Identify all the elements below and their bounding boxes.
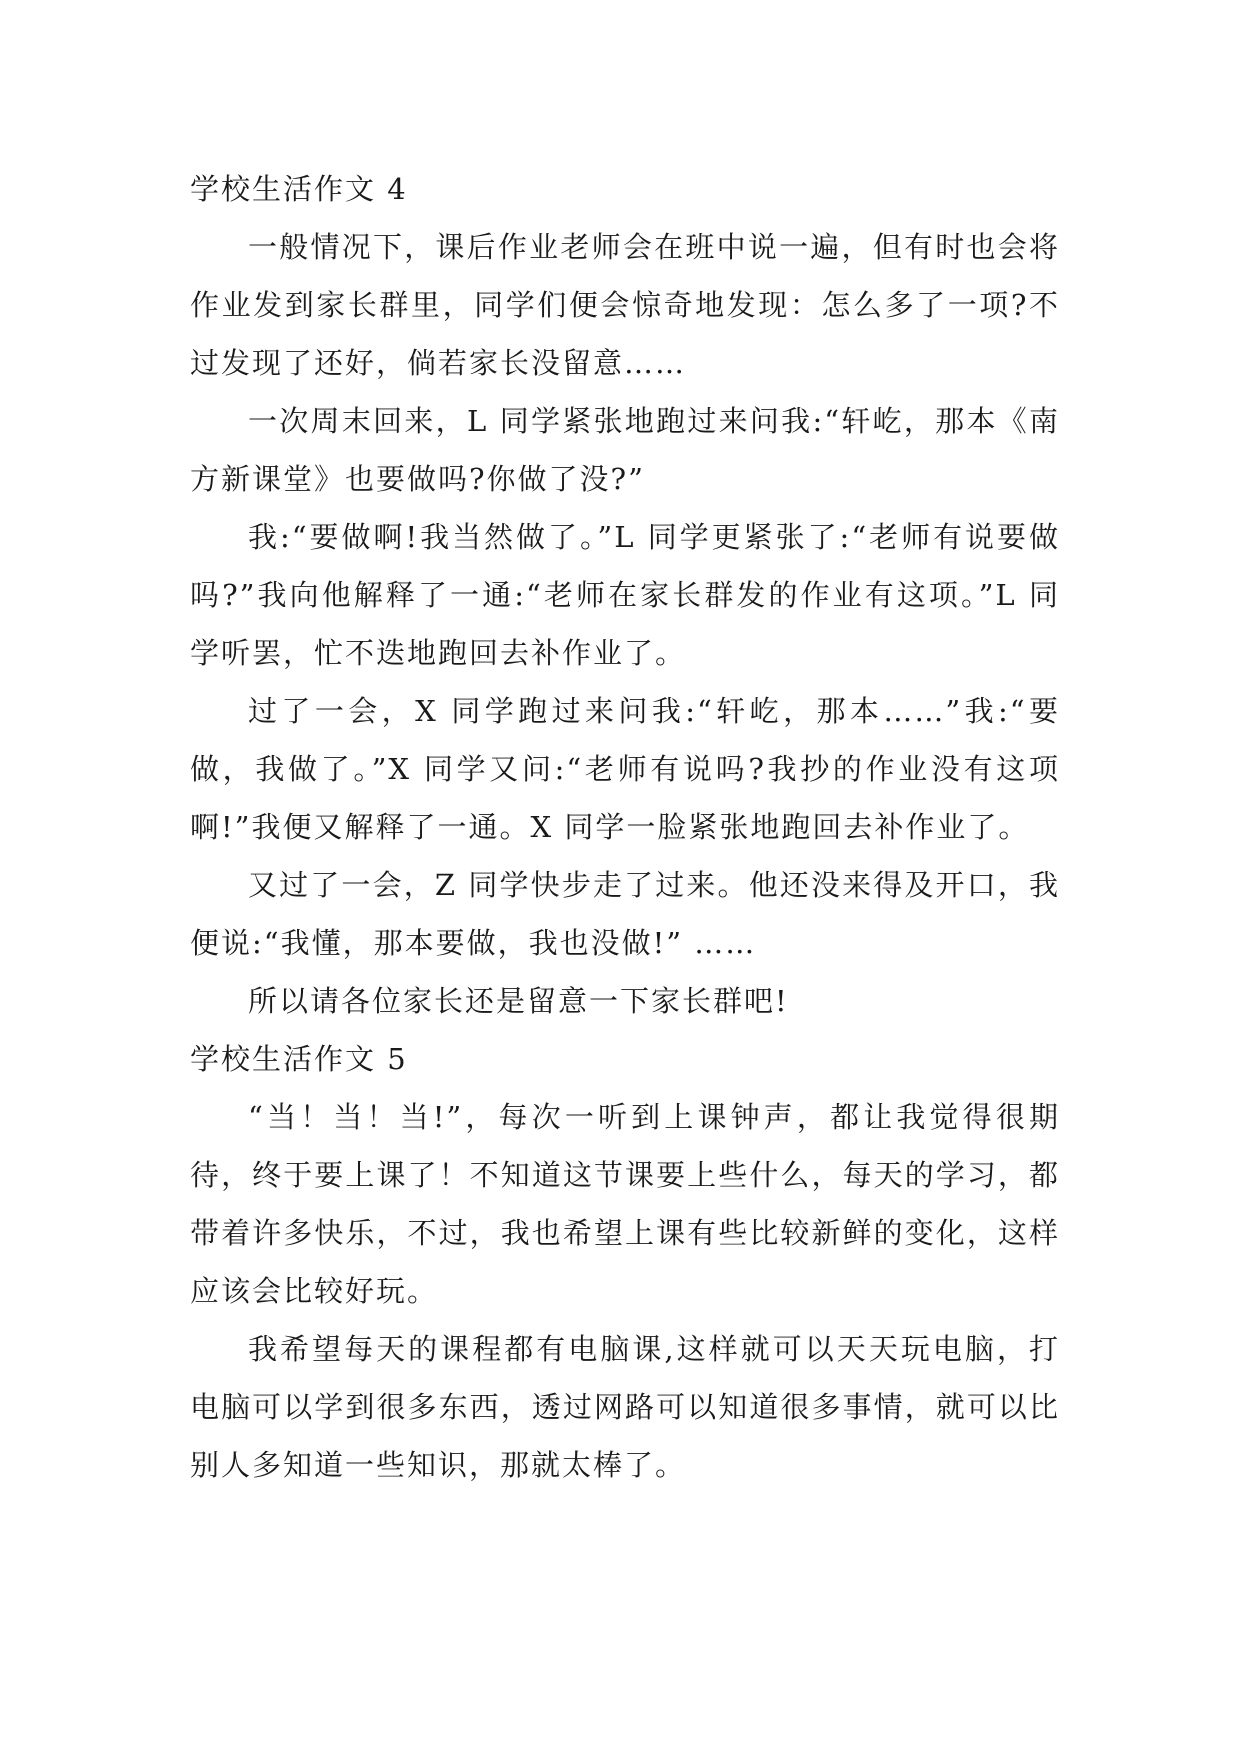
paragraph: 我:“要做啊!我当然做了。”L 同学更紧张了:“老师有说要做吗?”我向他解释了一通:“老师在家长群发的作业有这项。”L 同学听罢，忙不迭地跑回去补作业了。 <box>190 520 1060 670</box>
paragraph: 所以请各位家长还是留意一下家长群吧! <box>248 984 789 1018</box>
document-body <box>190 160 1060 1494</box>
paragraph: 又过了一会，Z 同学快步走了过来。他还没来得及开口，我便说:“我懂，那本要做，我也没做!” …… <box>190 868 1060 960</box>
section-title: 学校生活作文 4 <box>190 172 408 206</box>
section-title: 学校生活作文 5 <box>190 1042 408 1076</box>
paragraph: 过了一会，X 同学跑过来问我:“轩屹，那本……”我:“要做，我做了。”X 同学又问:“老师有说吗?我抄的作业没有这项啊!”我便又解释了一通。X 同学一脸紧张地跑回去补作业了。 <box>190 694 1060 844</box>
paragraph: 我希望每天的课程都有电脑课,这样就可以天天玩电脑，打电脑可以学到很多东西，透过网路可以知道很多事情，就可以比别人多知道一些知识，那就太棒了。 <box>190 1332 1060 1482</box>
paragraph: 一次周末回来，L 同学紧张地跑过来问我:“轩屹，那本《南方新课堂》也要做吗?你做了没?” <box>190 404 1060 496</box>
paragraph: 一般情况下，课后作业老师会在班中说一遍，但有时也会将作业发到家长群里，同学们便会惊奇地发现：怎么多了一项?不过发现了还好，倘若家长没留意…… <box>190 230 1060 380</box>
paragraph: “当！当！当!”，每次一听到上课钟声，都让我觉得很期待，终于要上课了！不知道这节课要上些什么，每天的学习，都带着许多快乐，不过，我也希望上课有些比较新鲜的变化，这样应该会比较好玩。 <box>190 1100 1060 1308</box>
